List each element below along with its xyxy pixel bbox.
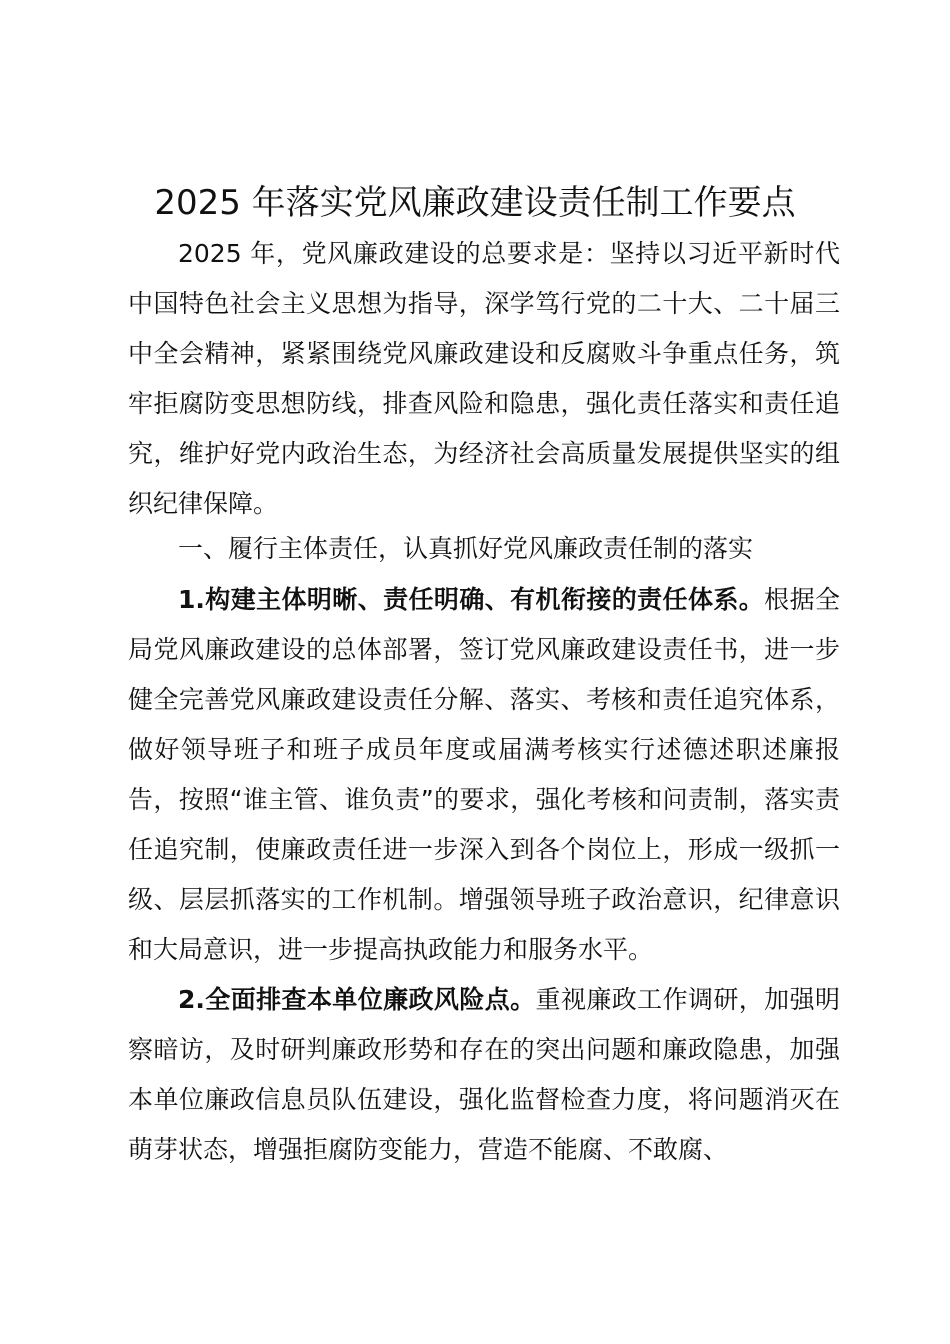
item-1-lead: 1.构建主体明晰、责任明确、有机衔接的责任体系。	[178, 585, 765, 614]
item-2-paragraph	[128, 975, 840, 1175]
section-heading: 一、履行主体责任，认真抓好党风廉政责任制的落实	[178, 534, 754, 563]
document-title: 2025 年落实党风廉政建设责任制工作要点	[154, 183, 796, 223]
item-2-lead: 2.全面排查本单位廉政风险点。	[178, 985, 536, 1014]
item-1-paragraph	[128, 575, 840, 975]
item-1-body: 根据全局党风廉政建设的总体部署，签订党风廉政建设责任书，进一步健全完善党风廉政建设责任分解、落实、考核和责任追究体系，做好领导班子和班子成员年度或届满考核实行述德述职述廉报告，按照“谁主管、谁负责”的要求，强化考核和问责制，落实责任追究制，使廉政责任进一步深入到各个岗位上，形成一级抓一级、层层抓落实的工作机制。增强领导班子政治意识，纪律意识和大局意识，进一步提高执政能力和服务水平。	[128, 585, 840, 964]
item-2-body: 重视廉政工作调研，加强明察暗访，及时研判廉政形势和存在的突出问题和廉政隐患，加强本单位廉政信息员队伍建设，强化监督检查力度，将问题消灭在萌芽状态，增强拒腐防变能力，营造不能腐、不敢腐、	[128, 985, 840, 1164]
intro-paragraph: 2025 年，党风廉政建设的总要求是：坚持以习近平新时代中国特色社会主义思想为指导，深学笃行党的二十大、二十届三中全会精神，紧紧围绕党风廉政建设和反腐败斗争重点任务，筑牢拒腐防变思想防线，排查风险和隐患，强化责任落实和责任追究，维护好党内政治生态，为经济社会高质量发展提供坚实的组织纪律保障。	[128, 239, 840, 518]
